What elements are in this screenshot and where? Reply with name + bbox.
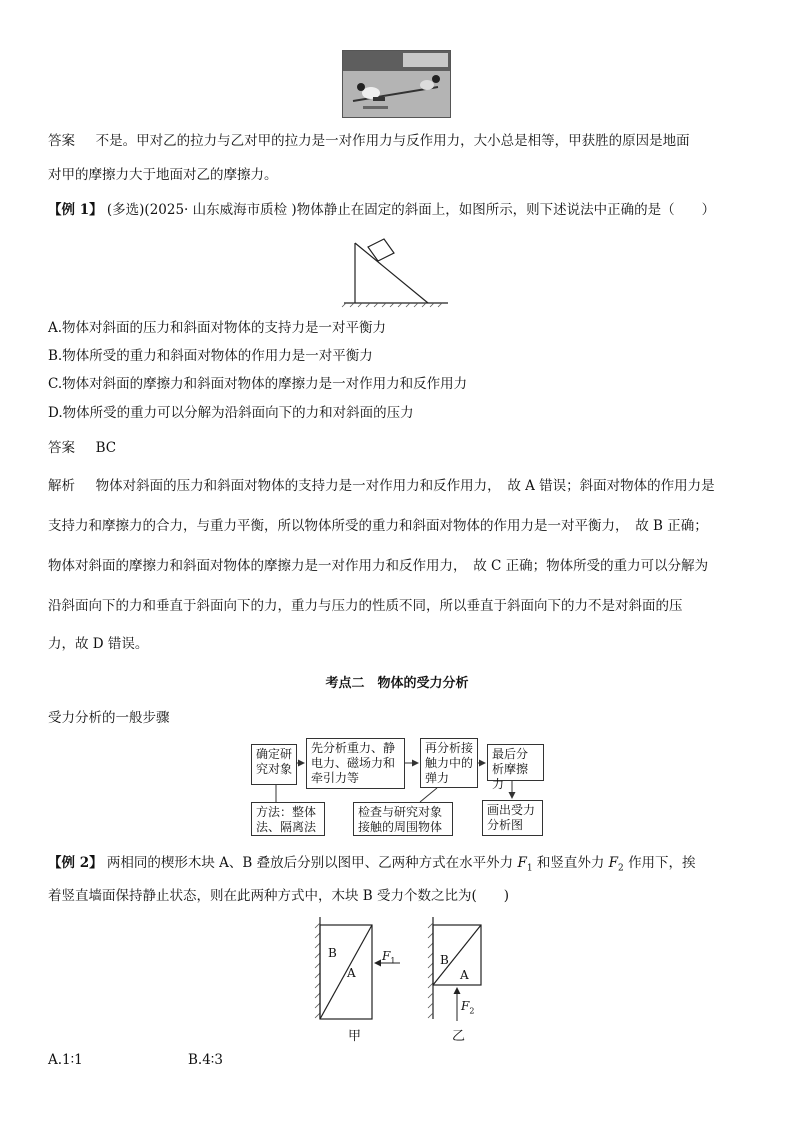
example-1-tag: 【例 1】 (48, 202, 103, 218)
force-f2-symbol: F (608, 855, 619, 871)
flow-note-check-contacts: 检查与研究对象接触的周围物体 (353, 802, 453, 836)
analysis-label: 解析 (48, 478, 75, 494)
option-d: D.物体所受的重力可以分解为沿斜面向下的力和对斜面的压力 (48, 405, 414, 421)
example-2-tag: 【例 2】 (48, 855, 103, 871)
ex2-option-a: A.1∶1 (48, 1052, 83, 1068)
label-b-yi: B (440, 953, 449, 967)
ex2-option-b: B.4∶3 (188, 1052, 223, 1068)
option-c: C.物体对斜面的摩擦力和斜面对物体的摩擦力是一对作用力和反作用力 (48, 376, 468, 392)
section-title: 考点二 物体的受力分析 (325, 676, 469, 691)
flow-step-field-forces: 先分析重力、静电力、磁场力和牵引力等 (306, 738, 405, 789)
answer-label: 答案 (48, 440, 75, 456)
answer-label: 答案 (48, 133, 75, 149)
example-2-stem-continued: 着竖直墙面保持静止状态，则在此两种方式中，木块 B 受力个数之比为( ) (48, 888, 510, 904)
caption-yi: 乙 (452, 1029, 466, 1044)
flow-step-friction: 最后分析摩擦力 (487, 744, 544, 781)
flow-step-determine-object: 确定研究对象 (251, 744, 297, 785)
answer-text: 不是。甲对乙的拉力与乙对甲的拉力是一对作用力与反作用力，大小总是相等，甲获胜的原因是地面 (95, 133, 690, 149)
example-1-stem: (多选)(2025· 山东威海市质检 )物体静止在固定的斜面上，如图所示，则下述说法中正确的是（ ） (106, 202, 716, 218)
flow-note-methods: 方法：整体法、隔离法 (251, 802, 325, 836)
force-label-f1: F (382, 949, 391, 963)
answer-text-continued: 对甲的摩擦力大于地面对乙的摩擦力。 (48, 167, 278, 183)
analysis-line: 物体对斜面的摩擦力和斜面对物体的摩擦力是一对作用力和反作用力， 故 C 正确；物体所受的重力可以分解为 (48, 558, 709, 574)
analysis-line: 支持力和摩擦力的合力，与重力平衡，所以物体所受的重力和斜面对物体的作用力是一对平衡力， 故 B 正确； (48, 518, 708, 534)
option-b: B.物体所受的重力和斜面对物体的作用力是一对平衡力 (48, 348, 373, 364)
analysis-line: 沿斜面向下的力和垂直于斜面向下的力，重力与压力的性质不同，所以垂直于斜面向下的力不是对斜面的压 (48, 598, 683, 614)
flow-step-draw-diagram: 画出受力分析图 (482, 800, 543, 836)
label-a-jia: A (347, 966, 356, 980)
flow-step-elastic-force: 再分析接触力中的弹力 (420, 738, 478, 788)
option-a: A.物体对斜面的压力和斜面对物体的支持力是一对平衡力 (48, 320, 387, 336)
caption-jia: 甲 (348, 1029, 362, 1044)
answer-value: BC (95, 440, 117, 456)
wedge-figure-jia (312, 915, 412, 1025)
label-b-jia: B (328, 946, 337, 960)
force-label-f2: F (461, 999, 470, 1013)
analysis-line: 物体对斜面的压力和斜面对物体的支持力是一对作用力和反作用力， 故 A 错误；斜面对物体的作用力是 (95, 478, 715, 494)
section-subtitle: 受力分析的一般步骤 (48, 710, 170, 726)
analysis-line: 力，故 D 错误。 (48, 636, 149, 652)
label-a-yi: A (460, 968, 469, 982)
force-f1-symbol: F (517, 855, 527, 871)
example-2-stem: 两相同的楔形木块 A、B 叠放后分别以图甲、乙两种方式在水平外力 (106, 855, 514, 871)
